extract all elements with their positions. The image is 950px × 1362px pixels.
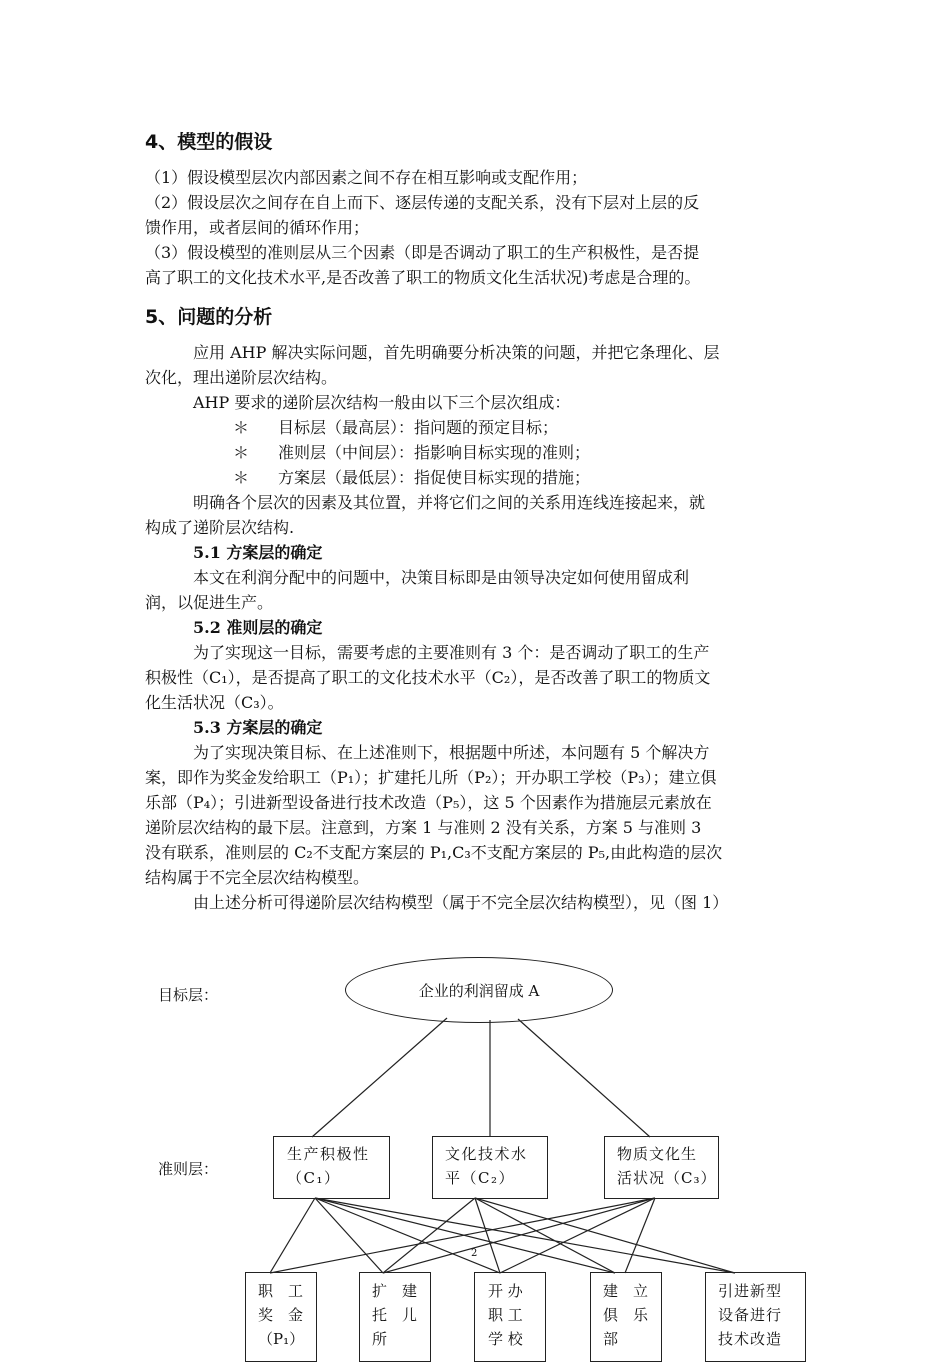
criterion-node-c3 [604,1136,719,1199]
goal-node [345,957,613,1023]
link-c1-p1 [270,1198,315,1273]
s53-line2: 案，即作为奖金发给职工（P₁）；扩建托儿所（P₂）；开办职工学校（P₃）；建立俱 [145,768,717,787]
alternative-node-p1 [245,1272,317,1362]
bullet-mark: ＊ [233,418,250,437]
assumption-line-2: （2）假设层次之间存在自上而下、逐层传递的支配关系，没有下层对上层的反 [145,193,700,212]
alternative-p1-line3: （P₁） [258,1330,305,1348]
s52-line2: 积极性（C₁），是否提高了职工的文化技术水平（C₂），是否改善了职工的物质文 [145,668,711,687]
analysis-p2: AHP 要求的递阶层次结构一般由以下三个层次组成： [193,393,571,412]
alternative-p1-line2: 奖 金 [258,1306,304,1324]
s53-line5: 没有联系，准则层的 C₂不支配方案层的 P₁,C₃不支配方案层的 P₅,由此构造的层次 [145,843,723,862]
alternative-node-p3 [474,1272,546,1362]
section4-heading: 4、模型的假设 [145,131,273,153]
alternative-p4-line3: 部 [603,1330,619,1348]
bullet-mark: ＊ [233,468,250,487]
assumption-line-3: 馈作用，或者层间的循环作用； [145,218,370,237]
subsection-5-3-title: 5.3 方案层的确定 [193,718,323,737]
alternative-node-p2 [359,1272,431,1362]
analysis-p3-line2: 构成了递阶层次结构. [145,518,295,537]
link-c3-p2 [383,1198,655,1273]
section5-heading: 5、问题的分析 [145,306,273,328]
link-c3-p1 [270,1198,655,1273]
alternative-p3-line1: 开 办 [488,1282,523,1300]
alternative-p3-line2: 职 工 [488,1306,523,1324]
analysis-p1-line2: 次化，理出递阶层次结构。 [145,368,338,387]
criterion-c1-line2: （C₁） [287,1169,341,1187]
assumption-line-1: （1）假设模型层次内部因素之间不存在相互影响或支配作用； [145,168,588,187]
criterion-c2-line1: 文化技术水 [445,1145,528,1163]
s53-line6: 结构属于不完全层次结构模型。 [145,868,370,887]
assumption-line-4: （3）假设模型的准则层从三个因素（即是否调动了职工的生产积极性，是否提 [145,243,700,262]
subsection-5-2-title: 5.2 准则层的确定 [193,618,323,637]
alternative-p2-line3: 所 [372,1330,388,1348]
goal-layer-label: 目标层： [158,986,219,1004]
analysis-p3-line1: 明确各个层次的因素及其位置，并将它们之间的关系用连线连接起来，就 [193,493,706,512]
bullet-criteria-layer: 准则层（中间层）：指影响目标实现的准则； [278,443,591,462]
closing-line: 由上述分析可得递阶层次结构模型（属于不完全层次结构模型），见（图 1） [193,893,729,912]
criterion-node-c2 [432,1136,548,1199]
s53-line3: 乐部（P₄）；引进新型设备进行技术改造（P₅），这 5 个因素作为措施层元素放在 [145,793,712,812]
link-c3-p4 [625,1198,655,1273]
s51-line2: 润，以促进生产。 [145,593,274,612]
criterion-c1-line1: 生产积极性 [287,1145,370,1163]
criterion-c2-line2: 平（C₂） [445,1169,515,1187]
alternative-p3-line3: 学 校 [488,1330,523,1348]
s53-line4: 递阶层次结构的最下层。注意到，方案 1 与准则 2 没有关系，方案 5 与准则 3 [145,818,702,837]
alternative-p2-line2: 托 儿 [372,1306,418,1324]
s51-line1: 本文在利润分配中的问题中，决策目标即是由领导决定如何使用留成利 [193,568,690,587]
s52-line3: 化生活状况（C₃）。 [145,693,284,712]
alternative-p4-line2: 俱 乐 [603,1306,649,1324]
bullet-mark: ＊ [233,443,250,462]
goal-node-text: 企业的利润留成 A [418,981,540,1000]
link-a-c1 [312,1018,447,1137]
alternative-p5-line3: 技术改造 [718,1330,783,1348]
alternative-p1-line1: 职 工 [258,1282,304,1300]
alternative-p5-line1: 引进新型 [718,1282,783,1300]
alternative-p4-line1: 建 立 [603,1282,649,1300]
criteria-layer-label: 准则层： [158,1160,219,1178]
alternative-node-p4 [590,1272,662,1362]
bullet-alternative-layer: 方案层（最低层）：指促使目标实现的措施； [278,468,591,487]
page-number: 2 [471,1248,478,1259]
link-c2-p5 [475,1198,735,1273]
alternative-node-p5 [705,1272,806,1362]
criterion-c3-line2: 活状况（C₃） [617,1169,717,1187]
s52-line1: 为了实现这一目标，需要考虑的主要准则有 3 个：是否调动了职工的生产 [193,643,710,662]
analysis-p1-line1: 应用 AHP 解决实际问题，首先明确要分析决策的问题，并把它条理化、层 [193,343,720,362]
link-a-c3 [518,1019,650,1137]
s53-line1: 为了实现决策目标、在上述准则下，根据题中所述，本问题有 5 个解决方 [193,743,710,762]
assumption-line-5: 高了职工的文化技术水平,是否改善了职工的物质文化生活状况)考虑是合理的。 [145,268,701,287]
link-c1-p5 [315,1198,735,1273]
link-c1-p3 [315,1198,500,1273]
subsection-5-1-title: 5.1 方案层的确定 [193,543,323,562]
criterion-node-c1 [273,1136,390,1199]
bullet-goal-layer: 目标层（最高层）：指问题的预定目标； [278,418,559,437]
alternative-p2-line1: 扩 建 [372,1282,418,1300]
criterion-c3-line1: 物质文化生 [617,1145,698,1163]
alternative-p5-line2: 设备进行 [718,1306,783,1324]
